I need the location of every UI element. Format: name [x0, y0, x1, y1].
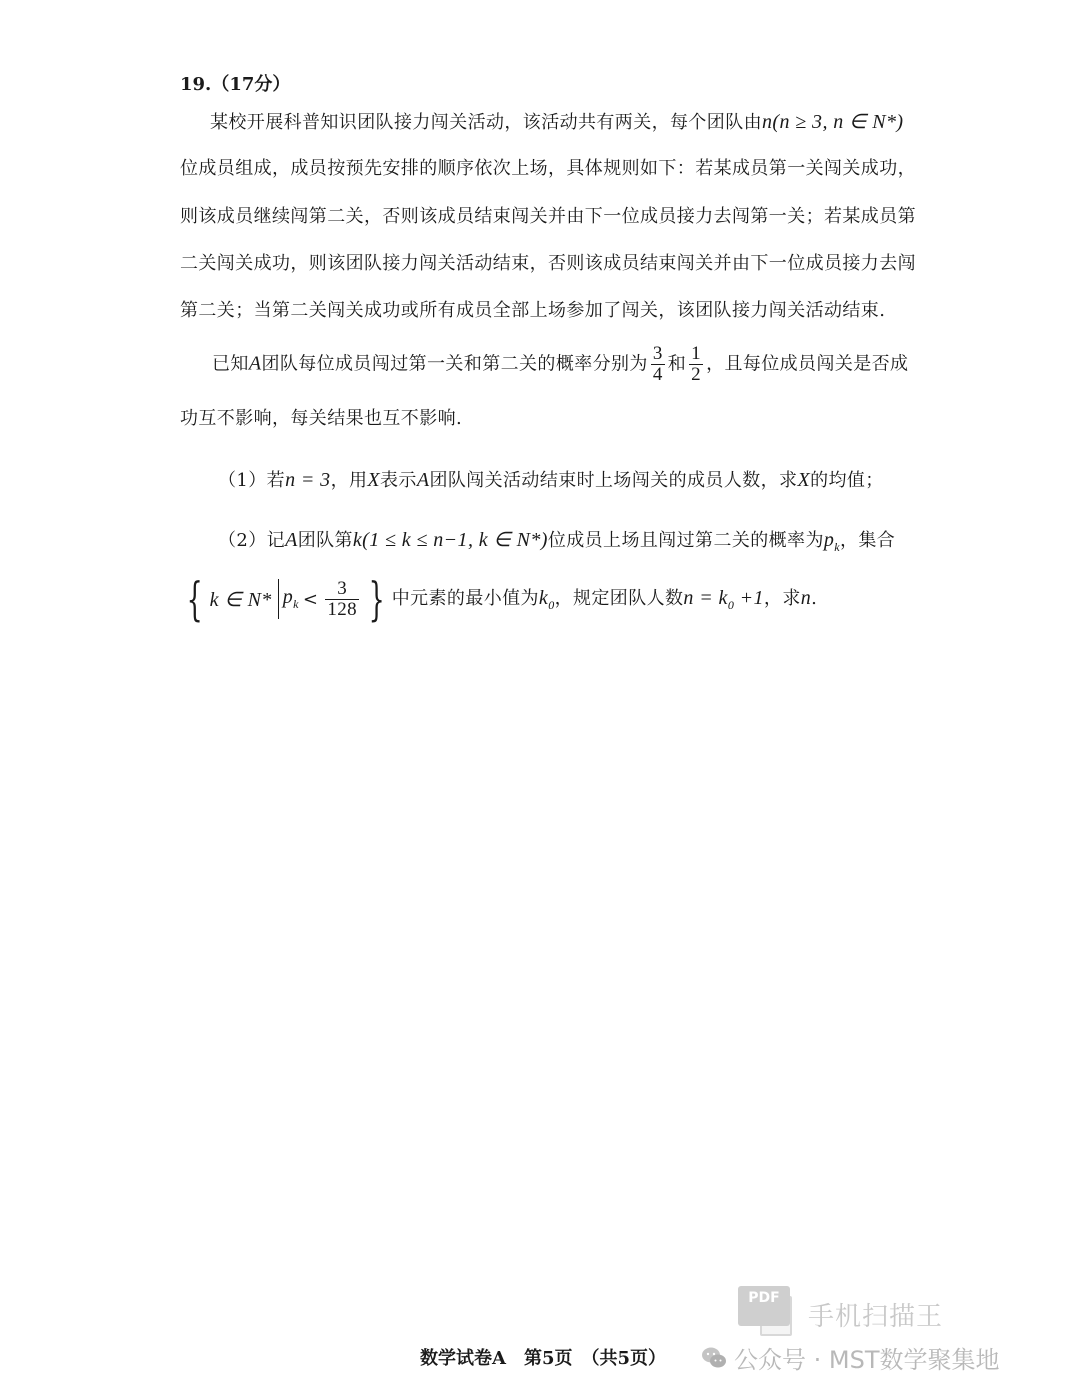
k-symbol: k: [538, 587, 549, 609]
denominator: 2: [691, 363, 702, 385]
text: 的均值；: [810, 470, 884, 491]
subscript: 0: [727, 598, 735, 612]
page-footer: 数学试卷A 第5页 （共5页）: [420, 1348, 667, 1369]
var-X: X: [797, 469, 811, 491]
n-definition: [683, 587, 764, 612]
set-bar: [278, 579, 279, 619]
text: （2）记: [218, 530, 286, 551]
account-watermark: [700, 1340, 1000, 1375]
paragraph-line-4: 二关闯关成功，则该团队接力闯关活动结束，否则该成员结束闯关并由下一位成员接力去闯: [180, 253, 916, 274]
p-symbol: p: [282, 586, 294, 608]
question-2-line-2: [180, 572, 818, 626]
var-A: A: [285, 529, 298, 551]
text: 已知: [212, 353, 249, 375]
wechat-icon: [700, 1344, 728, 1372]
k-zero: [538, 587, 555, 612]
plus-one: +1: [734, 587, 764, 609]
paragraph-line-1: [210, 108, 903, 134]
text: 和: [667, 353, 687, 375]
var-A: A: [248, 352, 262, 375]
paragraph-2-line-1: [212, 344, 908, 385]
denominator: 4: [652, 363, 663, 385]
text: 团队闯关活动结束时上场闯关的成员人数，求: [429, 470, 798, 491]
question-2-line-1: [218, 526, 895, 555]
k-range: (1 ≤ k ≤ n−1, k ∈ N*): [362, 529, 548, 551]
scanner-watermark: 手机扫描王: [808, 1302, 944, 1332]
text: ，求: [763, 588, 801, 609]
paragraph-line-3: 则该成员继续闯第二关，否则该成员结束闯关并由下一位成员接力去闯第一关；若某成员第: [180, 206, 916, 227]
text: （1）若: [218, 470, 286, 491]
denominator: 128: [327, 598, 358, 620]
n-condition: (n ≥ 3, n ∈ N*): [772, 111, 904, 133]
text: 团队每位成员闯过第一关和第二关的概率分别为: [261, 353, 648, 375]
fraction-3-128: [325, 579, 359, 620]
text: 表示: [380, 470, 417, 491]
p-k: [823, 529, 840, 554]
p-symbol: p: [823, 529, 835, 551]
left-brace: {: [186, 572, 203, 626]
text: 团队第: [297, 530, 353, 551]
var-A: A: [416, 469, 430, 491]
var-n: n: [800, 587, 812, 609]
text: .: [811, 588, 818, 609]
problem-number: 19.（17分）: [180, 74, 291, 95]
account-text: 公众号 · MST数学聚集地: [734, 1346, 1000, 1374]
n-equals-3: n = 3: [285, 469, 331, 491]
numerator: 3: [337, 577, 348, 599]
text: 中元素的最小值为: [391, 588, 539, 609]
question-1: [218, 466, 884, 492]
n-eq: n =: [683, 587, 719, 609]
paragraph-2-line-2: 功互不影响，每关结果也互不影响.: [180, 408, 463, 429]
text: ，规定团队人数: [554, 588, 684, 609]
var-X: X: [367, 469, 380, 491]
set-notation: [180, 572, 392, 626]
right-brace: }: [368, 572, 386, 626]
less-than: <: [302, 588, 319, 610]
k-symbol: k: [718, 587, 728, 609]
text: 位成员上场且闯过第二关的概率为: [547, 530, 824, 551]
paragraph-line-5: 第二关；当第二关闯关成功或所有成员全部上场参加了闯关，该团队接力闯关活动结束.: [180, 300, 886, 321]
numerator: 3: [652, 343, 663, 364]
text: ，集合: [840, 530, 896, 551]
p-k: [283, 586, 299, 612]
var-n: n: [762, 111, 773, 133]
subscript: k: [834, 540, 840, 554]
var-k: k: [352, 529, 363, 551]
fraction-3-4: [651, 344, 665, 385]
subscript: 0: [548, 598, 555, 612]
text: ，且每位成员闯关是否成: [706, 353, 909, 375]
paragraph-line-2: 位成员组成，成员按预先安排的顺序依次上场，具体规则如下：若某成员第一关闯关成功，: [180, 158, 916, 179]
fraction-1-2: [689, 344, 703, 385]
set-condition: k ∈ N*: [209, 588, 272, 611]
numerator: 1: [691, 343, 702, 364]
pdf-icon: PDF: [738, 1286, 790, 1326]
subscript: k: [293, 597, 299, 611]
text: 某校开展科普知识团队接力闯关活动，该活动共有两关，每个团队由: [210, 112, 762, 133]
text: ，用: [330, 470, 368, 491]
